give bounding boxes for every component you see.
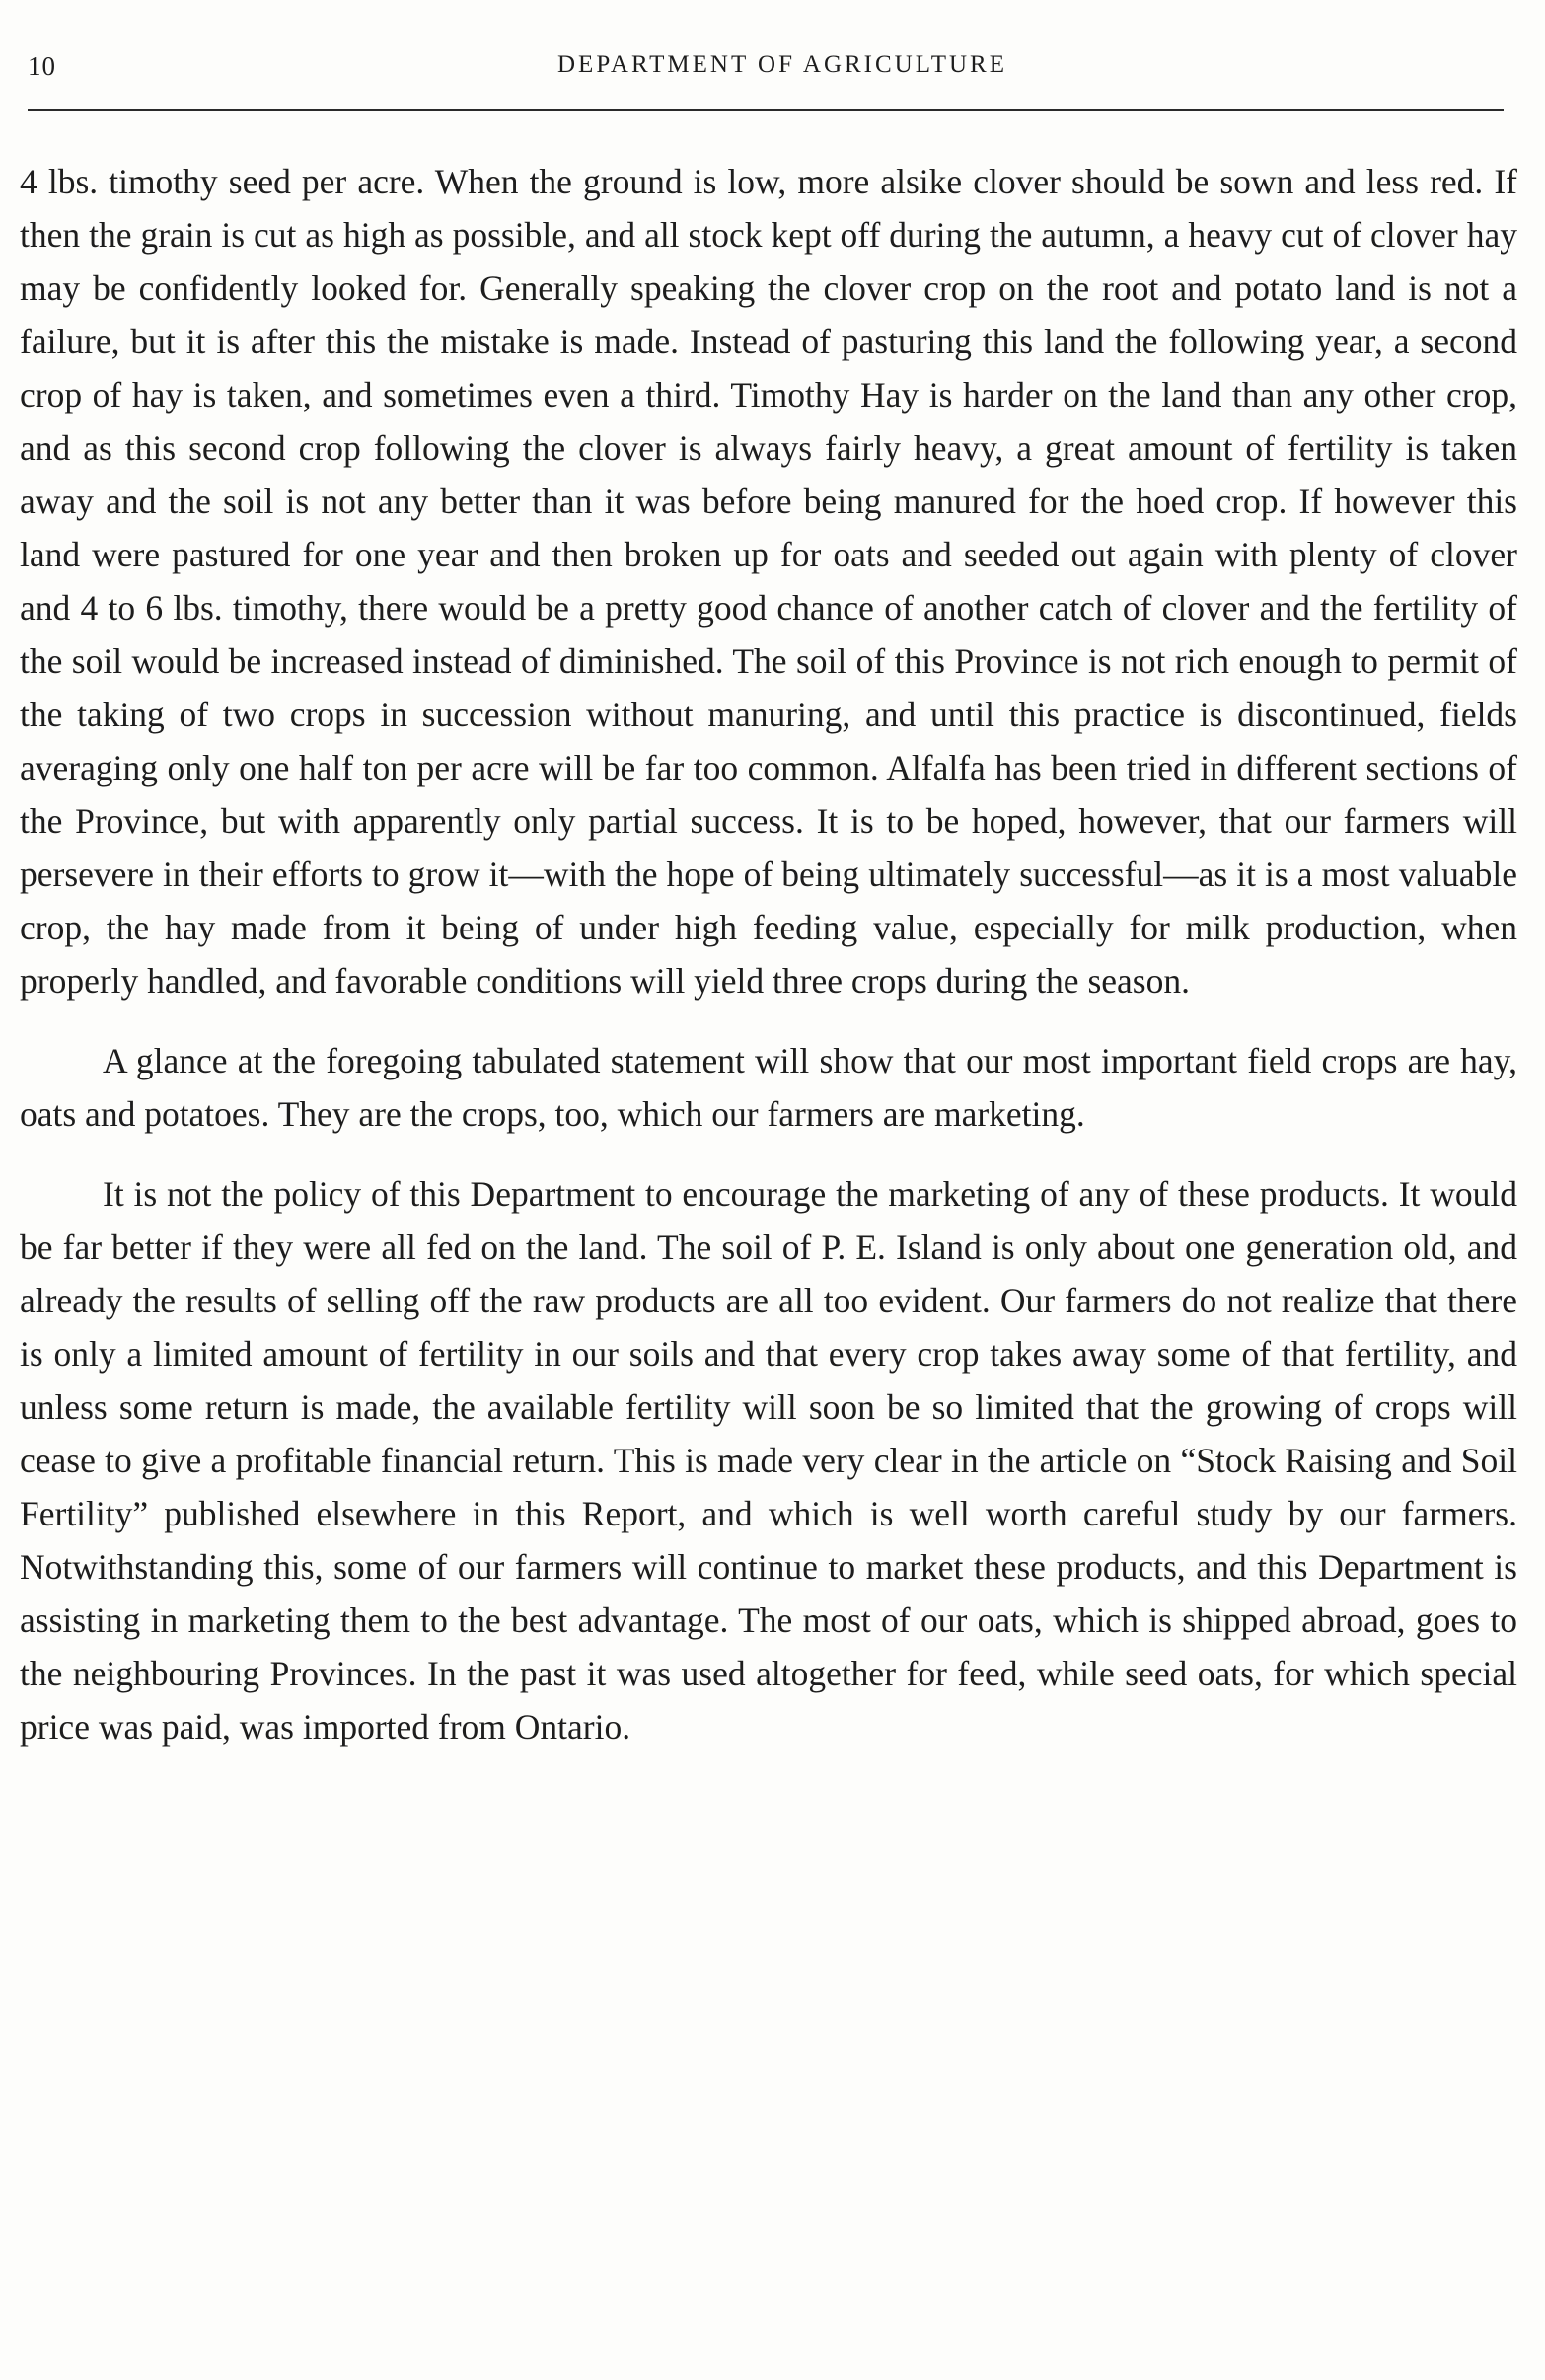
page-number: 10 xyxy=(28,51,56,81)
paragraph-field-crops: A glance at the foregoing tabulated statement will show that our most important field crops are hay, oats and potatoes. They are the crops, too, which our farmers are marketing. xyxy=(20,1041,1517,1134)
body-text xyxy=(20,155,1517,1753)
running-title: DEPARTMENT OF AGRICULTURE xyxy=(557,51,1007,78)
header-rule xyxy=(28,109,1504,111)
paragraph-clover-crop: 4 lbs. timothy seed per acre. When the ground is low, more alsike clover should be sown and less red. If then the grain is cut as high as possible, and all stock kept off during the autumn, a heavy cut of clover hay may be confidently looked for. Generally speaking the clover crop on the root and potato land is not a failure, but it is after this the mistake is made. Instead of pasturing this land the following year, a second crop of hay is taken, and sometimes even a third. Timothy Hay is harder on the land than any other crop, and as this second crop following the clover is always fairly heavy, a great amount of fertility is taken away and the soil is not any better than it was before being manured for the hoed crop. If however this land were pastured for one year and then broken up for oats and seeded out again with plenty of clover and 4 to 6 lbs. timothy, there would be a pretty good chance of another catch of clover and the fertility of the soil would be increased instead of diminished. The soil of this Province is not rich enough to permit of the taking of two crops in succession without manuring, and until this practice is discontinued, fields averaging only one half ton per acre will be far too common. Alfalfa has been tried in different sections of the Province, but with apparently only partial success. It is to be hoped, however, that our farmers will persevere in their efforts to grow it—with the hope of being ultimately successful—as it is a most valuable crop, the hay made from it being of under high feeding value, especially for milk production, when properly handled, and favorable conditions will yield three crops during the season. xyxy=(20,162,1517,1001)
paragraph-marketing-policy: It is not the policy of this Department to encourage the marketing of any of these products. It would be far better if they were all fed on the land. The soil of P. E. Island is only about one generation old, and already the results of selling off the raw products are all too evident. Our farmers do not realize that there is only a limited amount of fertility in our soils and that every crop takes away some of that fertility, and unless some return is made, the available fertility will soon be so limited that the growing of crops will cease to give a profitable financial return. This is made very clear in the article on “Stock Raising and Soil Fertility” published elsewhere in this Report, and which is well worth careful study by our farmers. Notwithstanding this, some of our farmers will continue to market these products, and this Department is assisting in marketing them to the best advantage. The most of our oats, which is shipped abroad, goes to the neighbouring Provinces. In the past it was used altogether for feed, while seed oats, for which special price was paid, was imported from Ontario. xyxy=(20,1174,1517,1747)
running-head xyxy=(28,51,1498,91)
